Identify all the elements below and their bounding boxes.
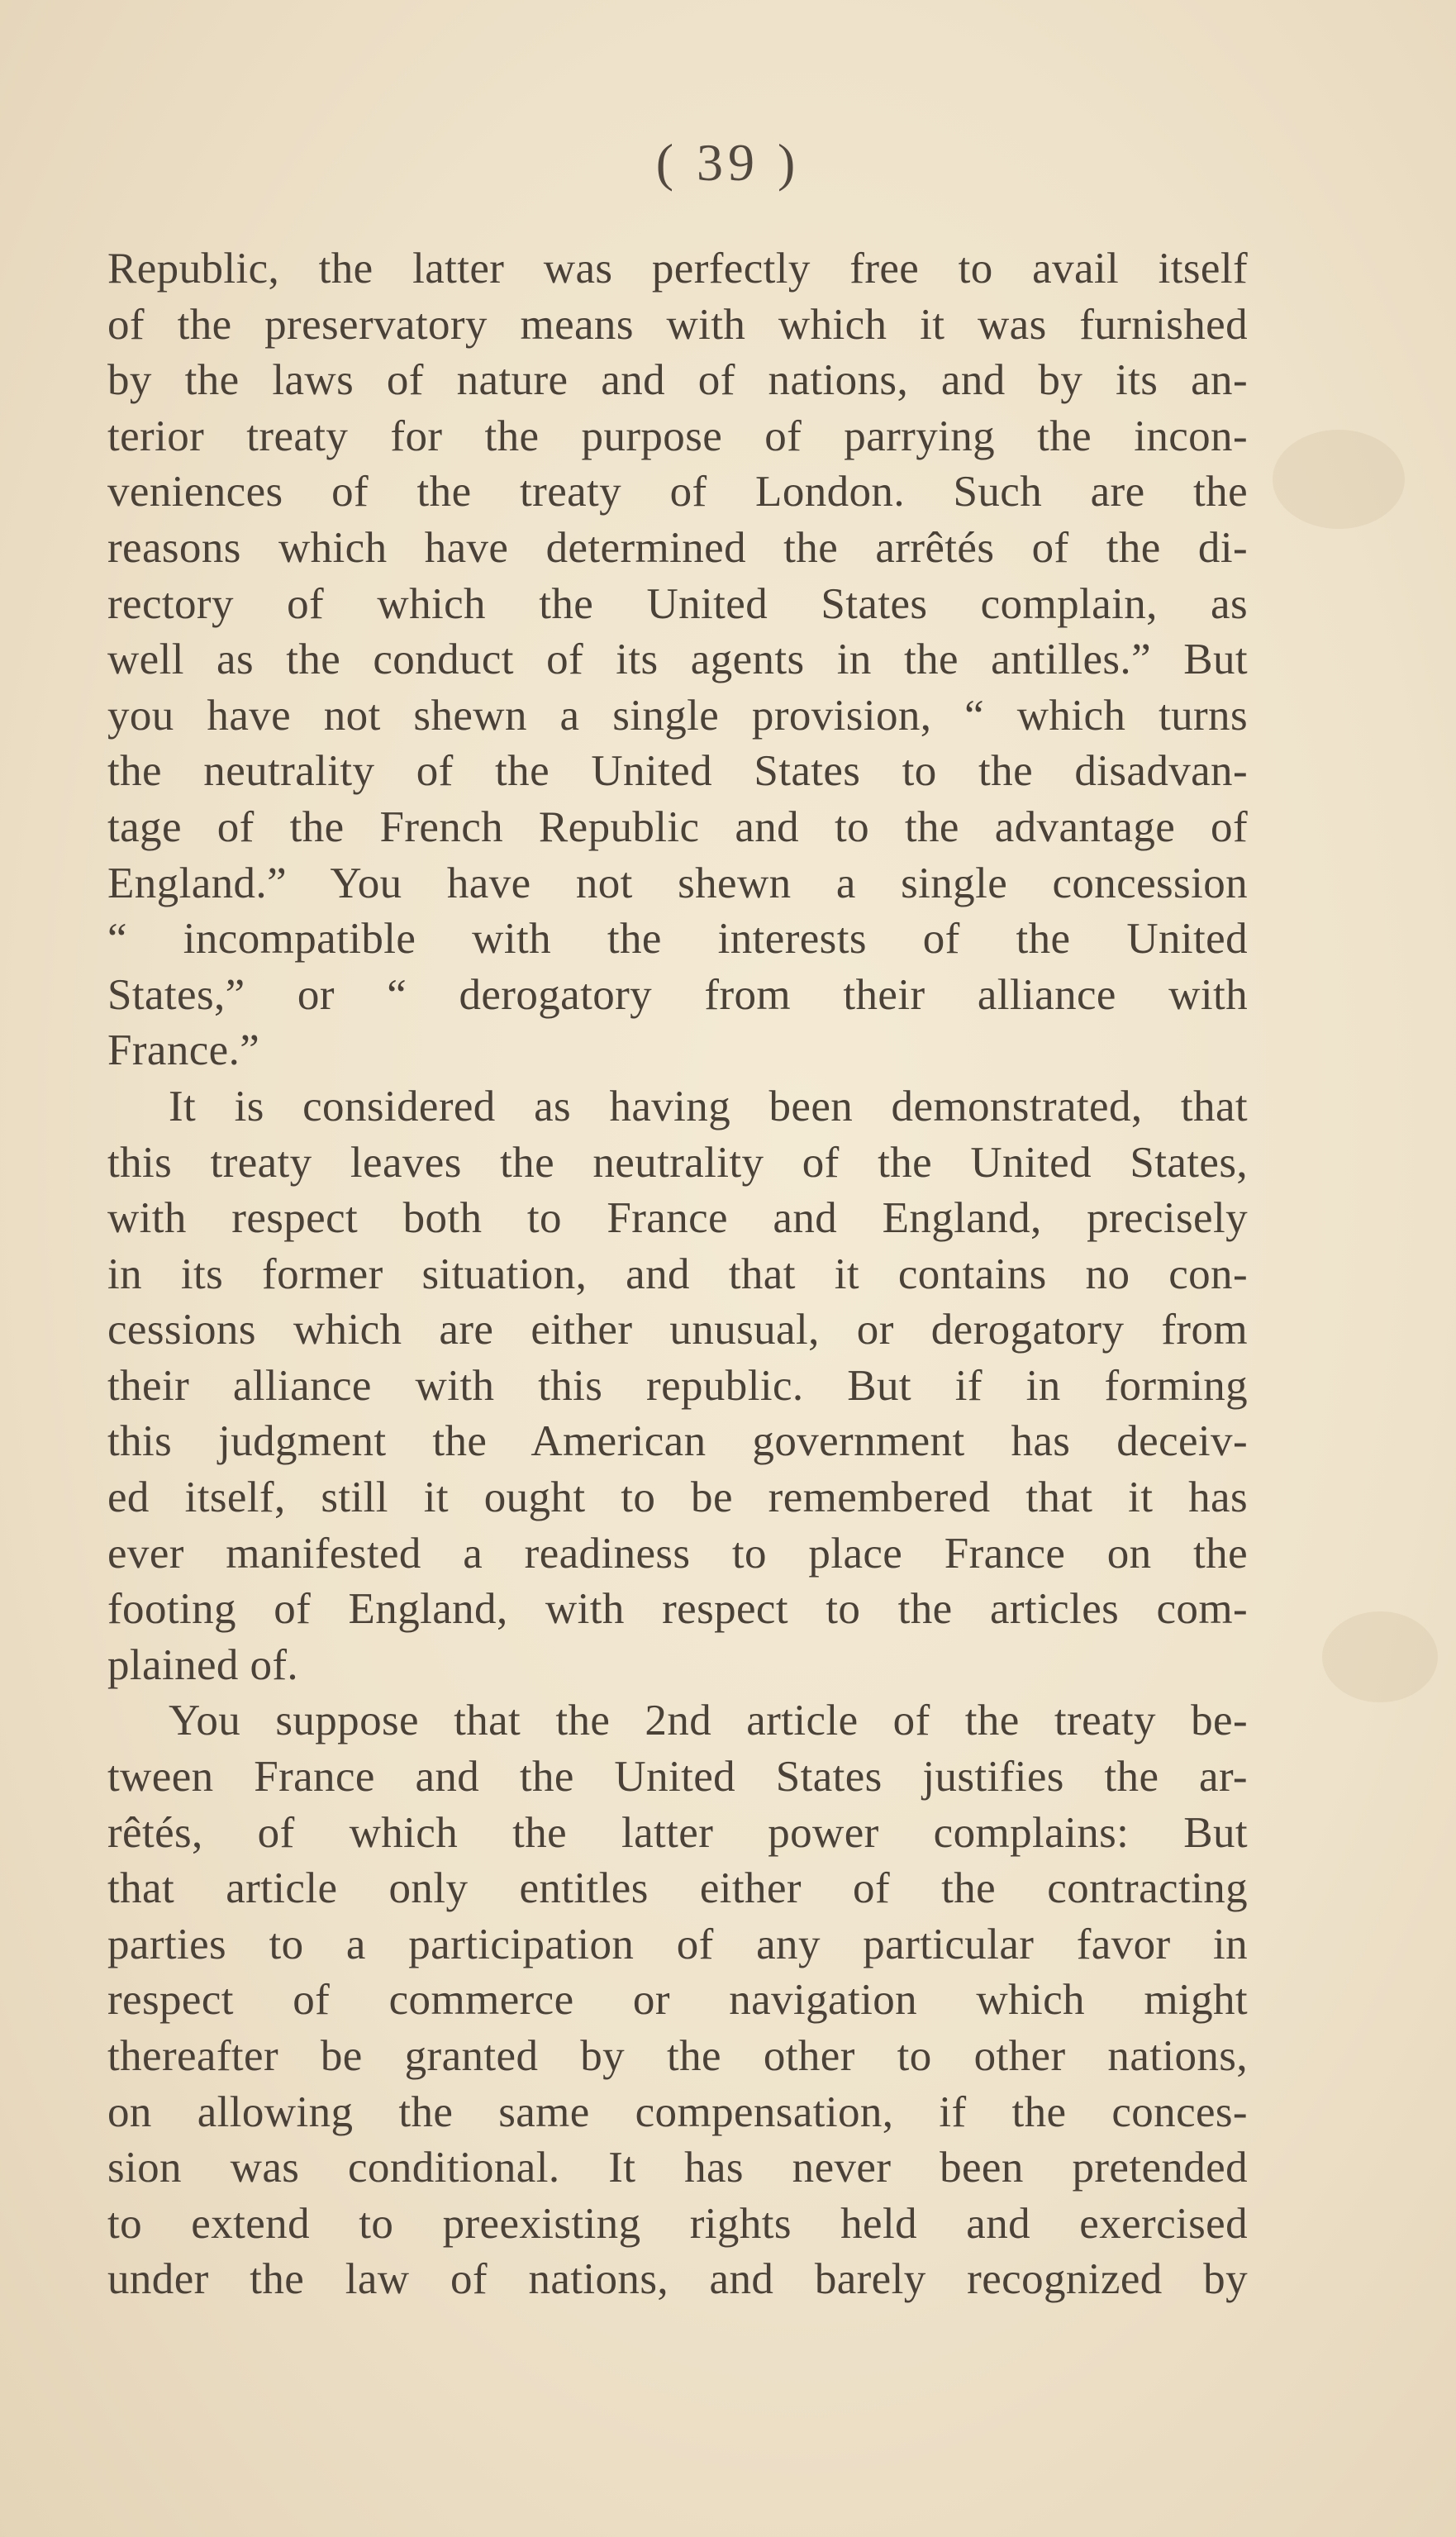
text-line: the neutrality of the United States to the disadvan-: [107, 747, 1248, 796]
paragraph-start-line: You suppose that the 2nd article of the treaty be-: [169, 1697, 1248, 1745]
text-line: this treaty leaves the neutrality of the United States,: [107, 1138, 1248, 1187]
text-line: under the law of nations, and barely recognized by: [107, 2255, 1248, 2304]
text-line: in its former situation, and that it contains no con-: [107, 1249, 1248, 1298]
text-line: to extend to preexisting rights held and exercised: [107, 2199, 1248, 2248]
text-line: rectory of which the United States complain, as: [107, 579, 1248, 628]
body-text: [107, 241, 1248, 2308]
text-line: their alliance with this republic. But if in forming: [107, 1361, 1248, 1410]
text-line: plained of.: [107, 1640, 299, 1689]
text-line: “ incompatible with the interests of the United: [107, 915, 1248, 964]
text-line: cessions which are either unusual, or derogatory from: [107, 1306, 1248, 1354]
text-line: you have not shewn a single provision, “ which turns: [107, 691, 1248, 740]
text-line: veniences of the treaty of London. Such are the: [107, 468, 1248, 516]
text-line: France.”: [107, 1026, 260, 1075]
text-line: footing of England, with respect to the articles com-: [107, 1585, 1248, 1634]
text-line: tage of the French Republic and to the advantage of: [107, 802, 1248, 851]
text-line: of the preservatory means with which it was furnished: [107, 300, 1248, 349]
page-number: ( 39 ): [655, 133, 801, 192]
text-line: sion was conditional. It has never been pretended: [107, 2144, 1248, 2192]
text-line: respect of commerce or navigation which might: [107, 1976, 1248, 2025]
text-line: terior treaty for the purpose of parrying the incon-: [107, 412, 1248, 460]
text-line: reasons which have determined the arrêtés of the di-: [107, 523, 1248, 572]
text-line: States,” or “ derogatory from their alliance with: [107, 970, 1248, 1019]
text-line: that article only entitles either of the contracting: [107, 1864, 1248, 1913]
text-line: thereafter be granted by the other to other nations,: [107, 2032, 1248, 2080]
text-line: by the laws of nature and of nations, and by its an-: [107, 356, 1248, 405]
text-line: Republic, the latter was perfectly free to avail itself: [107, 245, 1248, 293]
paragraph-start-line: It is considered as having been demonstrated, that: [169, 1082, 1248, 1130]
text-line: rêtés, of which the latter power complains: But: [107, 1808, 1248, 1857]
text-line: well as the conduct of its agents in the antilles.” But: [107, 635, 1248, 684]
text-line: this judgment the American government has deceiv-: [107, 1417, 1248, 1466]
paper-stain: [1322, 1611, 1438, 1702]
text-line: with respect both to France and England, precisely: [107, 1194, 1248, 1243]
paper-stain: [1273, 430, 1405, 529]
text-line: on allowing the same compensation, if the conces-: [107, 2087, 1248, 2136]
text-line: parties to a participation of any particular favor in: [107, 1920, 1248, 1968]
text-line: ever manifested a readiness to place France on the: [107, 1529, 1248, 1578]
text-line: tween France and the United States justifies the ar-: [107, 1753, 1248, 1802]
text-line: England.” You have not shewn a single concession: [107, 859, 1248, 907]
text-line: ed itself, still it ought to be remembered that it has: [107, 1473, 1248, 1522]
